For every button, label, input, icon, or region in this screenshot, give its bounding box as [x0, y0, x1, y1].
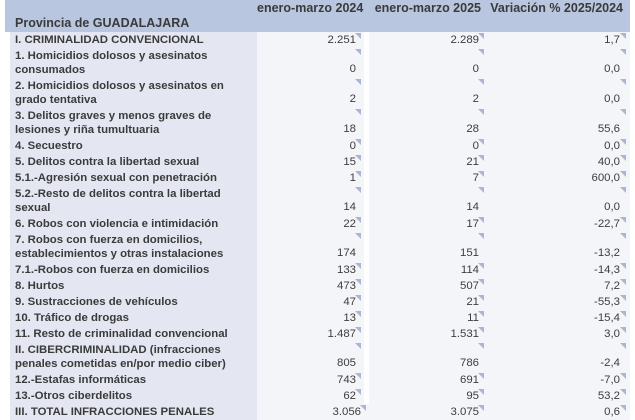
value-2025-cell[interactable] — [369, 326, 487, 342]
cell-corner-marker-icon — [478, 327, 484, 333]
cell-corner-marker-icon — [620, 405, 626, 411]
value-2025: 95 — [466, 390, 479, 402]
cell-corner-marker-icon — [355, 233, 361, 239]
value-2025-cell[interactable] — [369, 186, 487, 216]
cell-corner-marker-icon — [478, 233, 484, 239]
variation-cell[interactable] — [487, 262, 630, 278]
variation-cell[interactable] — [487, 342, 630, 372]
variation-value: 0,0 — [604, 93, 620, 105]
cell-corner-marker-icon — [478, 155, 484, 161]
variation-cell[interactable] — [487, 388, 630, 404]
cell-corner-marker-icon — [355, 33, 361, 39]
cell-corner-marker-icon — [478, 405, 484, 411]
cell-corner-marker-icon — [478, 295, 484, 301]
value-2025: 786 — [459, 357, 479, 369]
value-2024: 22 — [343, 218, 356, 230]
table-row — [5, 326, 630, 342]
table-row — [5, 108, 630, 138]
variation-value: -55,3 — [594, 296, 620, 308]
value-2024: 2.251 — [327, 34, 356, 46]
cell-corner-marker-icon — [355, 171, 361, 177]
value-2025-cell[interactable] — [369, 404, 487, 420]
variation-cell[interactable] — [487, 186, 630, 216]
value-2024: 47 — [343, 296, 356, 308]
value-2025: 14 — [466, 201, 479, 213]
value-2024-cell[interactable] — [257, 138, 369, 154]
variation-value: -22,7 — [594, 218, 620, 230]
value-2025: 1.531 — [450, 328, 479, 340]
value-2024-cell[interactable] — [257, 48, 369, 78]
value-2025-cell[interactable] — [369, 372, 487, 388]
value-2024-cell[interactable] — [257, 278, 369, 294]
value-2024: 805 — [336, 357, 356, 369]
table-row — [5, 404, 630, 420]
value-2025: 7 — [472, 172, 479, 184]
value-2024-cell[interactable] — [257, 32, 369, 48]
variation-value: -14,3 — [594, 264, 620, 276]
row-label: 11. Resto de criminalidad convencional — [5, 326, 257, 342]
table-row — [5, 78, 630, 108]
variation-cell[interactable] — [487, 294, 630, 310]
cell-corner-marker-icon — [355, 389, 361, 395]
cell-corner-marker-icon — [620, 343, 626, 349]
value-2025-cell[interactable] — [369, 342, 487, 372]
variation-cell[interactable] — [487, 48, 630, 78]
row-label: III. TOTAL INFRACCIONES PENALES — [5, 404, 257, 420]
value-2025-cell[interactable] — [369, 388, 487, 404]
cell-corner-marker-icon — [355, 295, 361, 301]
value-2025-cell[interactable] — [369, 232, 487, 262]
cell-corner-marker-icon — [355, 263, 361, 269]
cell-corner-marker-icon — [478, 389, 484, 395]
value-2025: 0 — [472, 63, 479, 75]
value-2025: 21 — [466, 296, 479, 308]
variation-value: 55,6 — [597, 123, 620, 135]
header-row — [5, 0, 630, 32]
value-2024: 473 — [336, 280, 356, 292]
row-label: 7.1.-Robos con fuerza en domicilios — [5, 262, 257, 278]
variation-value: -7,0 — [600, 374, 620, 386]
table-row — [5, 232, 630, 262]
cell-corner-marker-icon — [478, 373, 484, 379]
row-label: 3. Delitos graves y menos graves de lesiones y riña tumultuaria — [5, 108, 257, 138]
table-row — [5, 138, 630, 154]
cell-corner-marker-icon — [478, 49, 484, 55]
value-2025-cell[interactable] — [369, 170, 487, 186]
variation-value: 53,2 — [597, 390, 620, 402]
value-2025: 507 — [459, 280, 479, 292]
table-row — [5, 372, 630, 388]
value-2024: 3.056 — [332, 406, 361, 418]
value-2024-cell[interactable] — [257, 78, 369, 108]
value-2025: 0 — [472, 140, 479, 152]
column-header-variation: Variación % 2025/2024 — [487, 0, 630, 32]
variation-value: 0,0 — [604, 201, 620, 213]
value-2025: 11 — [467, 312, 479, 324]
cell-corner-marker-icon — [620, 263, 626, 269]
cell-corner-marker-icon — [355, 139, 361, 145]
cell-corner-marker-icon — [355, 49, 361, 55]
row-label: 12.-Estafas informáticas — [5, 372, 257, 388]
cell-corner-marker-icon — [620, 327, 626, 333]
cell-corner-marker-icon — [355, 79, 361, 85]
variation-value: 7,2 — [604, 280, 620, 292]
value-2024: 1 — [349, 172, 356, 184]
variation-value: 1,7 — [604, 34, 620, 46]
cell-corner-marker-icon — [355, 217, 361, 223]
column-header-2025: enero-marzo 2025 — [369, 0, 487, 32]
cell-corner-marker-icon — [478, 109, 484, 115]
row-label: 13.-Otros ciberdelitos — [5, 388, 257, 404]
value-2025: 2.289 — [450, 34, 479, 46]
value-2025: 28 — [466, 123, 479, 135]
value-2025-cell[interactable] — [369, 310, 487, 326]
value-2024-cell[interactable] — [257, 186, 369, 216]
cell-corner-marker-icon — [620, 187, 626, 193]
variation-cell[interactable] — [487, 138, 630, 154]
value-2024-cell[interactable] — [257, 154, 369, 170]
cell-corner-marker-icon — [478, 171, 484, 177]
cell-corner-marker-icon — [478, 311, 484, 317]
cell-corner-marker-icon — [620, 139, 626, 145]
value-2024: 743 — [336, 374, 356, 386]
row-label: 5.2.-Resto de delitos contra la libertad sexual — [5, 186, 257, 216]
cell-corner-marker-icon — [620, 279, 626, 285]
value-2024-cell[interactable] — [257, 342, 369, 372]
cell-corner-marker-icon — [355, 155, 361, 161]
cell-corner-marker-icon — [620, 373, 626, 379]
cell-corner-marker-icon — [620, 171, 626, 177]
value-2024: 13 — [343, 312, 356, 324]
value-2024-cell[interactable] — [257, 216, 369, 232]
cell-corner-marker-icon — [360, 405, 366, 411]
cell-corner-marker-icon — [620, 155, 626, 161]
cell-corner-marker-icon — [355, 373, 361, 379]
value-2025-cell[interactable] — [369, 278, 487, 294]
variation-value: 600,0 — [591, 172, 620, 184]
value-2025: 151 — [459, 247, 479, 259]
cell-corner-marker-icon — [355, 311, 361, 317]
value-2025: 2 — [472, 93, 479, 105]
variation-value: 3,0 — [604, 328, 620, 340]
cell-corner-marker-icon — [620, 79, 626, 85]
cell-corner-marker-icon — [620, 233, 626, 239]
value-2025: 17 — [466, 218, 479, 230]
row-label: 5.1.-Agresión sexual con penetración — [5, 170, 257, 186]
province-title: Provincia de GUADALAJARA — [5, 0, 257, 32]
variation-cell[interactable] — [487, 108, 630, 138]
value-2024-cell[interactable] — [257, 326, 369, 342]
table-row — [5, 186, 630, 216]
variation-value: -13,2 — [594, 247, 620, 259]
cell-corner-marker-icon — [478, 279, 484, 285]
row-label: 4. Secuestro — [5, 138, 257, 154]
value-2024-cell[interactable] — [257, 170, 369, 186]
table-row — [5, 310, 630, 326]
cell-corner-marker-icon — [355, 327, 361, 333]
value-2024: 15 — [343, 156, 356, 168]
row-label: 5. Delitos contra la libertad sexual — [5, 154, 257, 170]
value-2024: 14 — [343, 201, 356, 213]
value-2025-cell[interactable] — [369, 48, 487, 78]
cell-corner-marker-icon — [620, 33, 626, 39]
variation-cell[interactable] — [487, 32, 630, 48]
value-2024-cell[interactable] — [257, 404, 369, 420]
cell-corner-marker-icon — [478, 343, 484, 349]
cell-corner-marker-icon — [478, 263, 484, 269]
variation-cell[interactable] — [487, 216, 630, 232]
value-2024: 133 — [336, 264, 356, 276]
variation-cell[interactable] — [487, 232, 630, 262]
value-2024-cell[interactable] — [257, 232, 369, 262]
row-label: I. CRIMINALIDAD CONVENCIONAL — [5, 32, 257, 48]
value-2025-cell[interactable] — [369, 32, 487, 48]
row-label: 2. Homicidios dolosos y asesinatos en grado tentativa — [5, 78, 257, 108]
value-2024: 1.487 — [327, 328, 356, 340]
table-row — [5, 32, 630, 48]
variation-cell[interactable] — [487, 170, 630, 186]
value-2024: 0 — [349, 63, 356, 75]
cell-corner-marker-icon — [355, 343, 361, 349]
value-2024: 0 — [349, 140, 356, 152]
value-2024-cell[interactable] — [257, 372, 369, 388]
cell-corner-marker-icon — [620, 109, 626, 115]
value-2025-cell[interactable] — [369, 78, 487, 108]
value-2025-cell[interactable] — [369, 216, 487, 232]
value-2025-cell[interactable] — [369, 294, 487, 310]
cell-corner-marker-icon — [620, 389, 626, 395]
row-label: 6. Robos con violencia e intimidación — [5, 216, 257, 232]
variation-value: -2,4 — [600, 357, 620, 369]
table-row — [5, 154, 630, 170]
cell-corner-marker-icon — [478, 217, 484, 223]
variation-cell[interactable] — [487, 372, 630, 388]
table-row — [5, 170, 630, 186]
value-2025: 691 — [459, 374, 479, 386]
value-2024: 2 — [349, 93, 356, 105]
row-label: 7. Robos con fuerza en domicilios, establecimientos y otras instalaciones — [5, 232, 257, 262]
table-row — [5, 342, 630, 372]
cell-corner-marker-icon — [620, 311, 626, 317]
value-2025-cell[interactable] — [369, 154, 487, 170]
table-row — [5, 216, 630, 232]
table-row — [5, 388, 630, 404]
variation-cell[interactable] — [487, 404, 630, 420]
variation-value: 0,0 — [604, 140, 620, 152]
value-2025-cell[interactable] — [369, 138, 487, 154]
value-2025: 3.075 — [450, 406, 479, 418]
value-2024-cell[interactable] — [257, 388, 369, 404]
cell-corner-marker-icon — [620, 295, 626, 301]
variation-cell[interactable] — [487, 154, 630, 170]
variation-cell[interactable] — [487, 78, 630, 108]
value-2025: 21 — [466, 156, 479, 168]
value-2025-cell[interactable] — [369, 108, 487, 138]
value-2025: 114 — [460, 264, 479, 276]
cell-corner-marker-icon — [478, 139, 484, 145]
value-2024-cell[interactable] — [257, 108, 369, 138]
table-row — [5, 262, 630, 278]
variation-cell[interactable] — [487, 310, 630, 326]
cell-corner-marker-icon — [620, 217, 626, 223]
cell-corner-marker-icon — [478, 33, 484, 39]
variation-value: 0,0 — [604, 63, 620, 75]
row-label: 1. Homicidios dolosos y asesinatos consumados — [5, 48, 257, 78]
value-2024: 18 — [343, 123, 356, 135]
variation-value: 40,0 — [597, 156, 620, 168]
row-label: 8. Hurtos — [5, 278, 257, 294]
table-row — [5, 48, 630, 78]
variation-value: -15,4 — [594, 312, 620, 324]
value-2024: 62 — [343, 390, 356, 402]
cell-corner-marker-icon — [478, 187, 484, 193]
cell-corner-marker-icon — [355, 187, 361, 193]
value-2024-cell[interactable] — [257, 294, 369, 310]
cell-corner-marker-icon — [620, 49, 626, 55]
variation-cell[interactable] — [487, 326, 630, 342]
value-2024-cell[interactable] — [257, 310, 369, 326]
value-2025-cell[interactable] — [369, 262, 487, 278]
table-row — [5, 294, 630, 310]
cell-corner-marker-icon — [355, 279, 361, 285]
row-label: 10. Tráfico de drogas — [5, 310, 257, 326]
column-header-2024: enero-marzo 2024 — [257, 0, 369, 32]
table-row — [5, 278, 630, 294]
value-2024-cell[interactable] — [257, 262, 369, 278]
row-label: II. CIBERCRIMINALIDAD (infracciones penales cometidas en/por medio ciber) — [5, 342, 257, 372]
row-label: 9. Sustracciones de vehículos — [5, 294, 257, 310]
cell-corner-marker-icon — [478, 79, 484, 85]
variation-value: 0,6 — [604, 406, 620, 418]
value-2024: 174 — [336, 247, 356, 259]
variation-cell[interactable] — [487, 278, 630, 294]
cell-corner-marker-icon — [355, 109, 361, 115]
